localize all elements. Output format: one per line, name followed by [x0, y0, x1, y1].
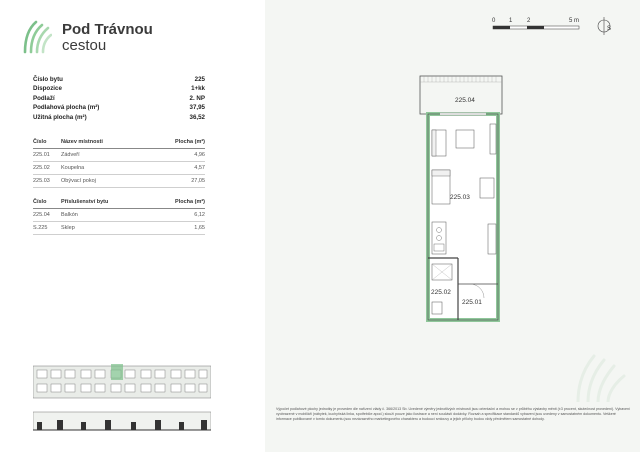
- summary-row: [33, 84, 205, 93]
- header-cell: Název místnosti: [61, 139, 103, 145]
- cell: S.225: [33, 225, 48, 231]
- header-cell: Plocha (m²): [175, 199, 205, 205]
- summary-value: 1+kk: [191, 85, 205, 93]
- cell: Koupelna: [61, 165, 85, 171]
- cell: Obývací pokoj: [61, 178, 96, 184]
- summary-block: [33, 75, 205, 122]
- summary-row: [33, 75, 205, 84]
- toilet: [432, 302, 442, 314]
- summary-value: 36,52: [189, 113, 205, 121]
- summary-label: Podlaží: [33, 94, 55, 102]
- summary-row: [33, 113, 205, 122]
- summary-value: 2. NP: [189, 94, 205, 102]
- summary-value: 225: [194, 76, 205, 83]
- tv-cabinet: [490, 124, 496, 154]
- extras-table: [33, 196, 205, 235]
- table-header: [33, 136, 205, 149]
- scale-label: 5 m: [569, 18, 580, 24]
- info-panel: [0, 0, 265, 452]
- grass-logo-icon: [22, 18, 52, 54]
- table-row: [33, 149, 205, 162]
- cell: Zádveří: [61, 152, 80, 158]
- brand-subtitle: cestou: [62, 37, 107, 54]
- cell: 4,57: [194, 165, 205, 171]
- scale-label: 0: [492, 18, 496, 24]
- summary-label: Číslo bytu: [33, 76, 63, 83]
- summary-label: Užitná plocha (m²): [33, 113, 87, 121]
- brand-name: Pod Trávnou: [62, 21, 153, 38]
- cell: Balkón: [61, 212, 78, 218]
- header-cell: Číslo: [33, 139, 47, 145]
- rooms-table: [33, 136, 205, 188]
- cell: Sklep: [61, 225, 75, 231]
- header-cell: Plocha (m²): [175, 139, 205, 145]
- chair: [480, 178, 494, 198]
- cell: 27,05: [191, 178, 205, 184]
- summary-value: 37,95: [189, 104, 205, 112]
- header-cell: Příslušenství bytu: [61, 199, 109, 205]
- summary-row: [33, 94, 205, 103]
- header-cell: Číslo: [33, 199, 47, 205]
- table-row: [33, 162, 205, 175]
- cell: 225.02: [33, 165, 50, 171]
- summary-label: Dispozice: [33, 85, 62, 93]
- cell: 225.03: [33, 178, 50, 184]
- legal-disclaimer: Výpočet podlahové plochy jednotky je proveden dle nařízení vlády č. 366/2013 Sb. Uvedené výměry jednotlivých místností jsou orientační a mohou se v průběhu výstavby měnit (±3 procent, skutečnost provedení). Vybavení vyobrazené v mobiliáři (nábytek, kuchyňská linka, spotřebiče apod.) slouží pouze jako ilustrace a není součástí dodávky. Rozsah a specifikace standardů vybavení jsou uvedeny v samostatném dokumentu. Veškeré informace publikované v tomto dokumentu jsou nezávazného marketingového charakteru a budoucí smlouvy a jejich přílohy budou vždy předmětem samostatné dohody.: [276, 407, 631, 421]
- coffee-table: [456, 130, 474, 148]
- grass-decor-icon: [572, 350, 628, 402]
- table-row: [33, 209, 205, 222]
- cell: 225.04: [33, 212, 50, 218]
- north-label: S: [607, 26, 612, 32]
- cell: 6,12: [194, 212, 205, 218]
- summary-row: [33, 103, 205, 112]
- room-label-hall: 225.01: [462, 299, 482, 306]
- scale-label: 1: [509, 18, 513, 24]
- room-label-bath: 225.02: [431, 289, 451, 296]
- unit-highlight: [111, 364, 123, 380]
- cell: 1,65: [194, 225, 205, 231]
- cell: 225.01: [33, 152, 50, 158]
- table-header: [33, 196, 205, 209]
- cell: 4,96: [194, 152, 205, 158]
- apartment-floorplan: [410, 74, 512, 322]
- balcony-area: [420, 76, 502, 114]
- table-row: [33, 222, 205, 235]
- room-label-living: 225.03: [450, 194, 470, 201]
- table-row: [33, 175, 205, 188]
- building-elevation-thumbnail: [33, 360, 211, 438]
- summary-label: Podlahová plocha (m²): [33, 104, 100, 112]
- scale-bar: [491, 14, 591, 36]
- room-label-balcony: 225.04: [455, 97, 475, 104]
- scale-label: 2: [527, 18, 531, 24]
- north-arrow-icon: [596, 14, 612, 36]
- wardrobe: [488, 224, 496, 254]
